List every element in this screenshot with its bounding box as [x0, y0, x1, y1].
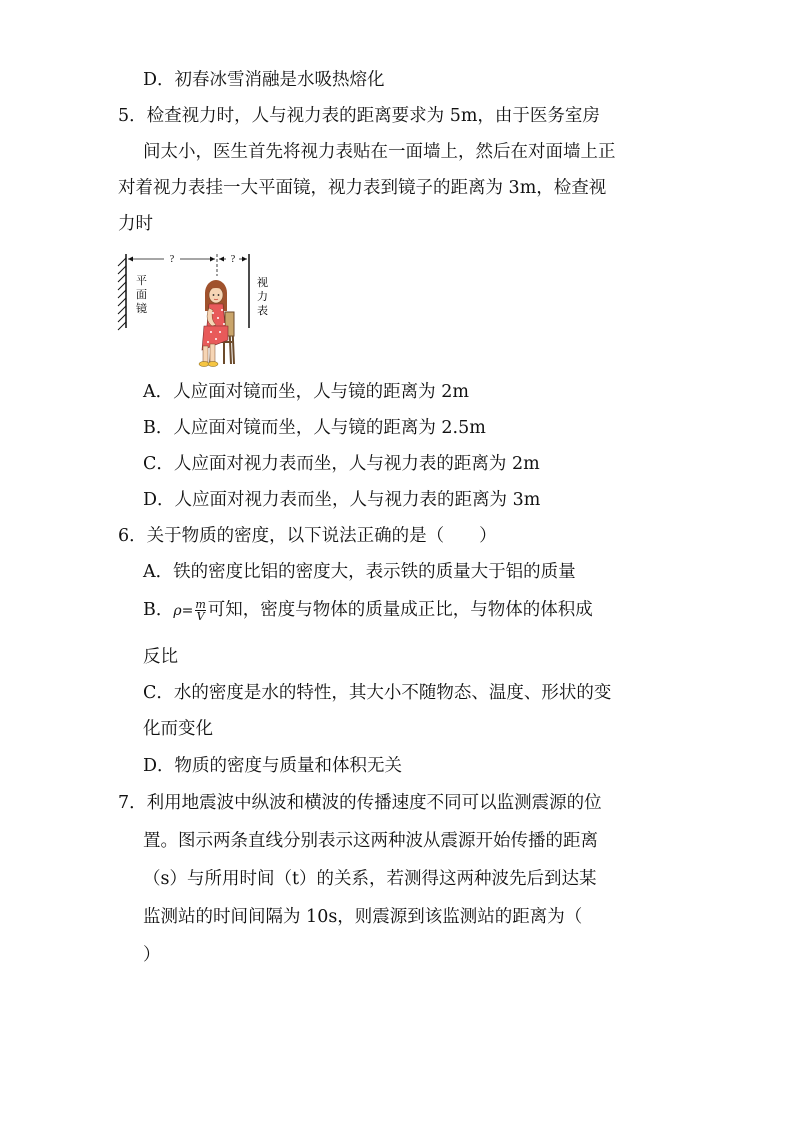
q5-option-a: A．人应面对镜而坐，人与镜的距离为 2m [143, 382, 469, 402]
q7-stem-line-5: ） [143, 945, 161, 965]
q6-option-a: A．铁的密度比铝的密度大，表示铁的质量大于铝的质量 [143, 562, 576, 582]
q5-stem-line-4: 力时 [118, 214, 153, 234]
q7-stem-line-1: 7．利用地震波中纵波和横波的传播速度不同可以监测震源的位 [118, 793, 602, 813]
formula-denominator: V [196, 610, 205, 623]
q5-stem-line-3: 对着视力表挂一大平面镜，视力表到镜子的距离为 3m，检查视 [118, 178, 607, 198]
q5-option-b: B．人应面对镜而坐，人与镜的距离为 2.5m [143, 418, 486, 438]
q4-option-d: D．初春冰雪消融是水吸热熔化 [143, 70, 385, 90]
q5-stem-line-2: 间太小，医生首先将视力表贴在一面墙上，然后在对面墙上正 [143, 142, 616, 162]
density-formula-rho: ρ= [173, 603, 194, 619]
eye-test-figure [112, 246, 282, 376]
q5-option-c: C．人应面对视力表而坐，人与视力表的距离为 2m [143, 454, 540, 474]
q5-option-d: D．人应面对视力表而坐，人与视力表的距离为 3m [143, 490, 541, 510]
distance-label-chart: ? [230, 254, 236, 265]
chart-label: 视力表 [257, 276, 268, 317]
eye-test-diagram [112, 246, 282, 376]
q7-stem-line-4: 监测站的时间间隔为 10s，则震源到该监测站的距离为（ [143, 907, 583, 927]
formula-numerator: m [195, 598, 206, 611]
density-formula-fraction [195, 599, 205, 622]
q6-option-c-line-2: 化而变化 [143, 719, 213, 739]
distance-label-mirror: ? [169, 254, 175, 265]
q6-option-c-line-1: C．水的密度是水的特性，其大小不随物态、温度、形状的变 [143, 683, 612, 703]
mirror-label: 平面镜 [136, 274, 147, 315]
q6-option-b-text: 可知，密度与物体的质量成正比，与物体的体积成 [207, 600, 593, 620]
q6-option-d: D．物质的密度与质量和体积无关 [143, 756, 403, 776]
q6-option-b [143, 598, 593, 623]
q6-stem: 6．关于物质的密度，以下说法正确的是（ ） [118, 526, 497, 546]
q5-stem-line-1: 5．检查视力时，人与视力表的距离要求为 5m，由于医务室房 [118, 106, 600, 126]
q7-stem-line-3: （s）与所用时间（t）的关系，若测得这两种波先后到达某 [143, 869, 597, 889]
q7-stem-line-2: 置。图示两条直线分别表示这两种波从震源开始传播的距离 [143, 831, 598, 851]
q6-option-b-line-2: 反比 [143, 647, 178, 667]
q6-option-b-label: B． [143, 600, 174, 620]
